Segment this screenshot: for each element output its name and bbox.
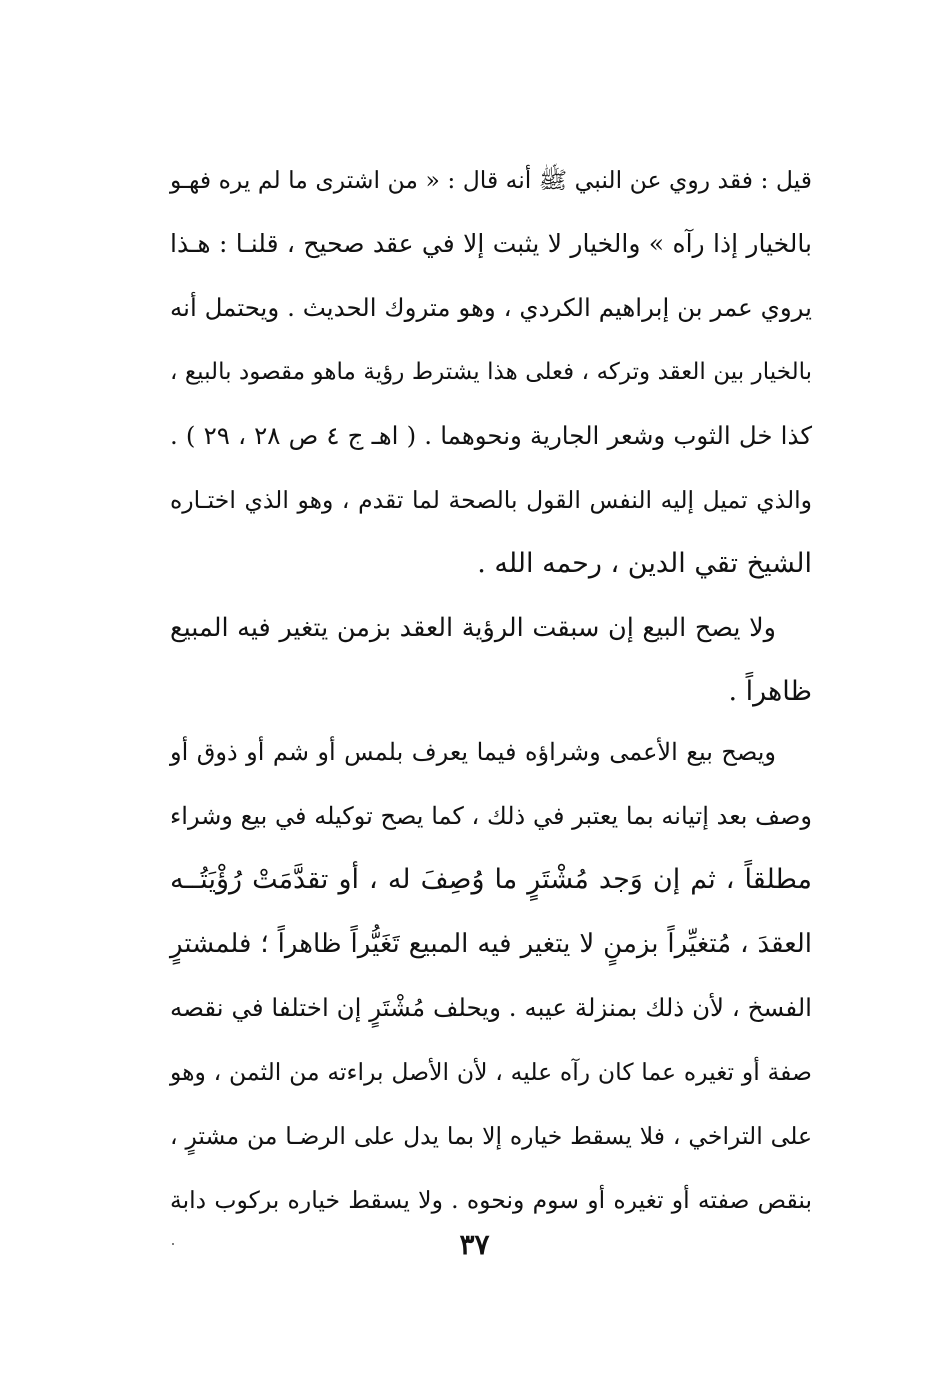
text-line: كذا خل الثوب وشعر الجارية ونحوهما . ( اهـ ج ٤ ص ٢٨ ، ٢٩ ) . bbox=[170, 421, 812, 450]
paragraph-sale-after-seeing bbox=[170, 596, 812, 724]
text-line: ظاهراً . bbox=[728, 676, 812, 707]
text-line: والذي تميل إليه النفس القول بالصحة لما تقدم ، وهو الذي اختـاره bbox=[170, 486, 812, 514]
text-line: الشيخ تقي الدين ، رحمه الله . bbox=[477, 548, 812, 579]
text-line: بالخيار إذا رآه » والخيار لا يثبت إلا في عقد صحيح ، قلنـا : هـذا bbox=[170, 229, 812, 258]
text-line: يروي عمر بن إبراهيم الكردي ، وهو متروك الحديث . ويحتمل أنه bbox=[170, 293, 812, 322]
text-line: وصف بعد إتيانه بما يعتبر في ذلك ، كما يصح توكيله في بيع وشراء bbox=[170, 802, 812, 830]
paragraph-hadith-discussion bbox=[170, 148, 812, 596]
text-line: مطلقاً ، ثم إن وَجد مُشْتَرٍ ما وُصِفَ له ، أو تقدَّمَتْ رُؤْيَتُــه bbox=[170, 864, 812, 895]
page-number: ٣٧ bbox=[459, 1228, 490, 1261]
text-line: بالخيار بين العقد وتركه ، فعلى هذا يشترط رؤية ماهو مقصود بالبيع ، bbox=[170, 359, 812, 385]
text-line: على التراخي ، فلا يسقط خياره إلا بما يدل على الرضـا من مشترٍ ، bbox=[170, 1122, 812, 1150]
text-line: ولا يصح البيع إن سبقت الرؤية العقد بزمن يتغير فيه المبيع bbox=[170, 613, 776, 643]
text-line: الفسخ ، لأن ذلك بمنزلة عيبه . ويحلف مُشْتَرٍ إن اختلفا في نقصه bbox=[170, 993, 812, 1022]
scan-speck bbox=[172, 1243, 174, 1245]
text-line: العقدَ ، مُتغيِّراً بزمنٍ لا يتغير فيه المبيع تَغَيُّراً ظاهراً ؛ فلمشترٍ bbox=[170, 929, 812, 959]
text-line: ويصح بيع الأعمى وشراؤه فيما يعرف بلمس أو شم أو ذوق أو bbox=[170, 738, 776, 766]
paragraph-blind-person-sale bbox=[170, 720, 812, 1232]
text-line: صفة أو تغيره عما كان رآه عليه ، لأن الأصل براءته من الثمن ، وهو bbox=[170, 1058, 812, 1086]
text-line: بنقص صفته أو تغيره أو سوم ونحوه . ولا يسقط خياره بركوب دابة bbox=[170, 1186, 812, 1214]
text-line: قيل : فقد روي عن النبي ﷺ أنه قال : « من اشترى ما لم يره فهـو bbox=[170, 166, 812, 194]
